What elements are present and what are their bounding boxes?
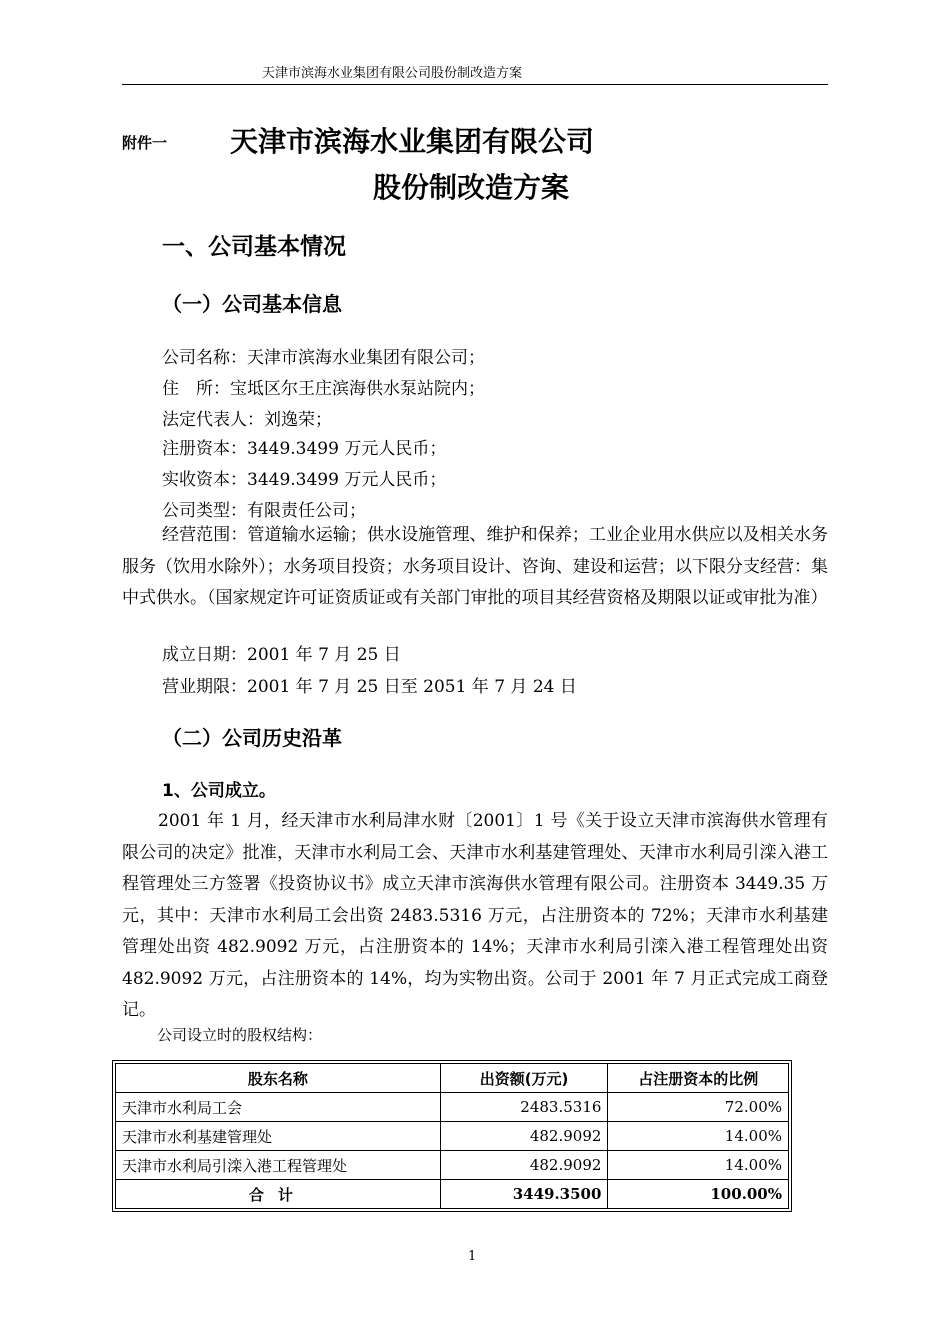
- total-label: 合计: [116, 1180, 441, 1209]
- investment-amount: 482.9092: [440, 1151, 608, 1180]
- establish-date: 成立日期：2001 年 7 月 25 日: [162, 645, 401, 665]
- section-heading-1: 一、公司基本情况: [162, 234, 346, 260]
- document-title-line2: 股份制改造方案: [373, 171, 570, 204]
- investment-amount: 482.9092: [440, 1122, 608, 1151]
- total-ratio: 100.00%: [608, 1180, 789, 1209]
- subsection-heading-history: （二）公司历史沿革: [162, 726, 342, 750]
- shareholder-name: 天津市水利局工会: [116, 1093, 441, 1122]
- table-header-row: [116, 1064, 789, 1093]
- table-total-row: [116, 1180, 789, 1209]
- table-row: [116, 1093, 789, 1122]
- company-name: 公司名称：天津市滨海水业集团有限公司；: [162, 348, 485, 368]
- investment-amount: 2483.5316: [440, 1093, 608, 1122]
- table-row: [116, 1151, 789, 1180]
- attachment-label: 附件一: [122, 134, 168, 152]
- page-number: 1: [468, 1249, 477, 1264]
- history-subheading: 1、公司成立。: [162, 781, 276, 801]
- business-term: 营业期限：2001 年 7 月 25 日至 2051 年 7 月 24 日: [162, 677, 577, 697]
- header-ratio: 占注册资本的比例: [608, 1064, 789, 1093]
- header-amount: 出资额(万元): [440, 1064, 608, 1093]
- table-caption: 公司设立时的股权结构：: [157, 1026, 323, 1044]
- history-paragraph: 2001 年 1 月，经天津市水利局津水财〔2001〕1 号《关于设立天津市滨海供水管理有限公司的决定》批准，天津市水利局工会、天津市水利基建管理处、天津市水利局引滦入港工程管理处三方签署《投资协议书》成立天津市滨海供水管理有限公司。注册资本 3449.35 万元，其中：天津市水利局工会出资 2483.5316 万元，占注册资本的 72%；天津市水利基建管理处出资 482.9092 万元，占注册资本的 14%；天津市水利局引滦入港工程管理处出资 482.9092 万元，占注册资本的 14%，均为实物出资。公司于 2001 年 7 月正式完成工商登记。: [122, 811, 828, 1020]
- subsection-heading-basic-info: （一）公司基本信息: [162, 292, 342, 316]
- running-header: 天津市滨海水业集团有限公司股份制改造方案: [262, 66, 523, 81]
- total-amount: 3449.3500: [440, 1180, 608, 1209]
- shareholder-name: 天津市水利基建管理处: [116, 1122, 441, 1151]
- equity-structure-table: [112, 1060, 792, 1212]
- header-shareholder: 股东名称: [116, 1064, 441, 1093]
- paid-in-capital: 实收资本：3449.3499 万元人民币；: [162, 470, 447, 490]
- capital-ratio: 72.00%: [608, 1093, 789, 1122]
- document-title-line1: 天津市滨海水业集团有限公司: [230, 125, 595, 158]
- registered-capital: 注册资本：3449.3499 万元人民币；: [162, 439, 447, 459]
- business-scope: 经营范围：管道输水运输；供水设施管理、维护和保养；工业企业用水供应以及相关水务服务（饮用水除外）；水务项目投资；水务项目设计、咨询、建设和运营；以下限分支经营：集中式供水。（国家规定许可证资质证或有关部门审批的项目其经营资格及期限以证或审批为准）: [122, 525, 828, 608]
- company-type: 公司类型：有限责任公司；: [162, 501, 366, 521]
- capital-ratio: 14.00%: [608, 1122, 789, 1151]
- company-address: 住 所：宝坻区尔王庄滨海供水泵站院内；: [162, 379, 485, 399]
- shareholder-name: 天津市水利局引滦入港工程管理处: [116, 1151, 441, 1180]
- legal-representative: 法定代表人：刘逸荣；: [162, 410, 332, 430]
- capital-ratio: 14.00%: [608, 1151, 789, 1180]
- header-divider: [122, 84, 828, 85]
- table-row: [116, 1122, 789, 1151]
